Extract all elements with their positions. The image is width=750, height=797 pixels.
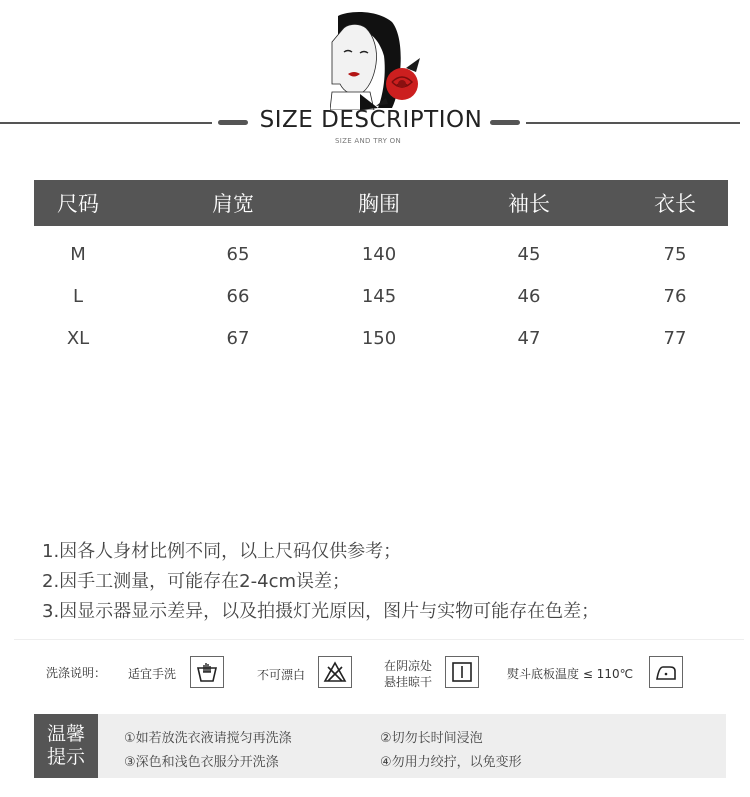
care-bleach-text: 不可漂白 xyxy=(257,668,306,682)
iron-icon xyxy=(649,656,683,688)
table-cell: 77 xyxy=(663,327,687,349)
table-cell: 46 xyxy=(517,285,541,307)
header-sleeve: 袖长 xyxy=(508,192,550,216)
portrait-illustration xyxy=(330,12,430,110)
table-cell: 75 xyxy=(663,243,687,265)
size-table-header xyxy=(34,180,728,226)
page-subtitle: SIZE AND TRY ON xyxy=(334,137,402,145)
table-cell: 76 xyxy=(663,285,687,307)
table-cell: 45 xyxy=(517,243,541,265)
note-item: 3.因显示器显示差异，以及拍摄灯光原因，图片与实物可能存在色差； xyxy=(42,601,600,622)
table-cell: 47 xyxy=(517,327,541,349)
care-wash-text: 适宜手洗 xyxy=(128,667,177,681)
no-bleach-icon xyxy=(318,656,352,688)
divider xyxy=(14,639,744,640)
hand-wash-icon xyxy=(190,656,224,688)
header-length: 衣长 xyxy=(654,192,696,216)
tips-label-line2: 提示 xyxy=(46,746,85,768)
table-cell: 67 xyxy=(226,327,250,349)
care-dry-text-2: 悬挂晾干 xyxy=(384,675,433,689)
line-dry-icon xyxy=(445,656,479,688)
tip-item: ③深色和浅色衣服分开洗涤 xyxy=(124,755,279,770)
table-row xyxy=(34,317,728,359)
table-row xyxy=(34,233,728,275)
table-cell: 150 xyxy=(361,327,397,349)
size-table xyxy=(34,180,728,359)
page-title: SIZE DESCRIPTION xyxy=(259,107,483,133)
table-cell: 66 xyxy=(226,285,250,307)
table-cell: 65 xyxy=(226,243,250,265)
table-cell: 145 xyxy=(361,285,397,307)
note-item: 2.因手工测量，可能存在2-4cm误差； xyxy=(42,571,351,592)
care-dry-text-1: 在阴凉处 xyxy=(384,659,433,673)
tips-label-line1: 温馨 xyxy=(46,723,85,745)
tips-label xyxy=(34,714,98,778)
table-row xyxy=(34,275,728,317)
table-cell: L xyxy=(72,285,84,307)
tip-item: ①如若放洗衣液请搅匀再洗涤 xyxy=(124,731,292,746)
note-item: 1.因各人身材比例不同，以上尺码仅供参考； xyxy=(42,541,402,562)
tip-item: ④勿用力绞拧，以免变形 xyxy=(380,755,522,770)
header-shoulder: 肩宽 xyxy=(212,192,254,216)
table-cell: M xyxy=(70,243,86,265)
tip-item: ②切勿长时间浸泡 xyxy=(380,731,483,746)
header-chest: 胸围 xyxy=(358,192,400,216)
header-size: 尺码 xyxy=(57,192,99,216)
care-label: 洗涤说明： xyxy=(46,666,107,680)
table-cell: XL xyxy=(66,327,90,349)
table-cell: 140 xyxy=(361,243,397,265)
care-iron-text: 熨斗底板温度 ≤ 110℃ xyxy=(507,667,634,681)
